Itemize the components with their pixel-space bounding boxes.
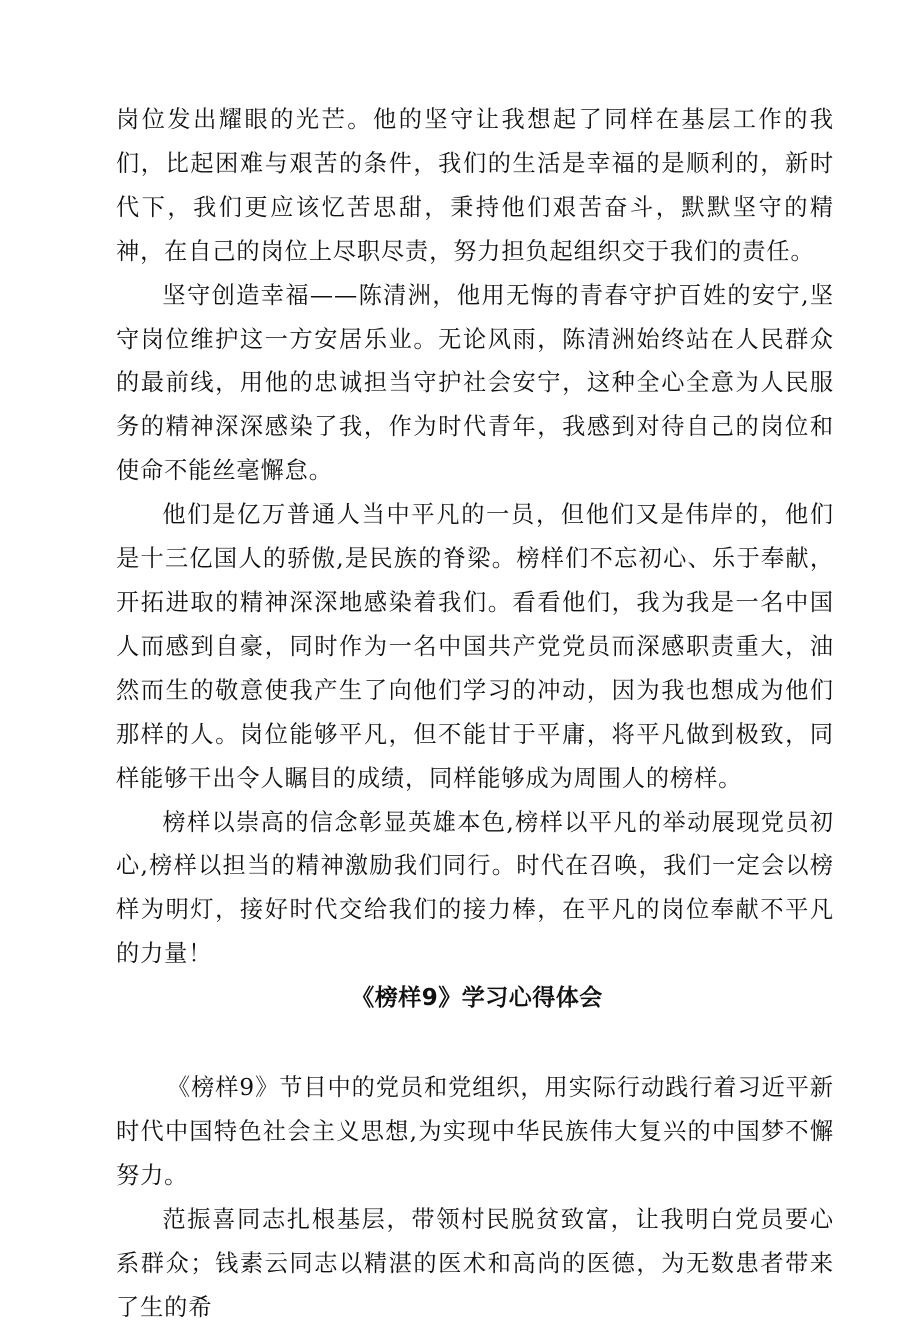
section-title: 《榜样9》学习心得体会 xyxy=(351,985,603,1012)
paragraph-conclusion: 榜样以崇高的信念彰显英雄本色,榜样以平凡的举动展现党员初心,榜样以担当的精神激励我们同行。时代在召唤，我们一定会以榜样为明灯，接好时代交给我们的接力棒，在平凡的岗位奉献不平凡的力量！ xyxy=(116,808,834,968)
paragraph-examples: 范振喜同志扎根基层，带领村民脱贫致富，让我明白党员要心系群众；钱素云同志以精湛的医术和高尚的医德，为无数患者带来了生的希 xyxy=(116,1205,834,1321)
title-spacer xyxy=(116,1020,834,1066)
paragraph-ordinary-heroes: 他们是亿万普通人当中平凡的一员，但他们又是伟岸的，他们是十三亿国人的骄傲,是民族的脊梁。榜样们不忘初心、乐于奉献，开拓进取的精神深深地感染着我们。看看他们，我为我是一名中国人而感到自豪，同时作为一名中国共产党党员而深感职责重大，油然而生的敬意使我产生了向他们学习的冲动，因为我也想成为他们那样的人。岗位能够平凡，但不能甘于平庸，将平凡做到极致，同样能够干出令人瞩目的成绩，同样能够成为周围人的榜样。 xyxy=(116,501,834,792)
paragraph-intro: 《榜样9》节目中的党员和党组织，用实际行动践行着习近平新时代中国特色社会主义思想,为实现中华民族伟大复兴的中国梦不懈努力。 xyxy=(116,1074,834,1189)
paragraph-continuation: 岗位发出耀眼的光芒。他的坚守让我想起了同样在基层工作的我们，比起困难与艰苦的条件，我们的生活是幸福的是顺利的，新时代下，我们更应该忆苦思甜，秉持他们艰苦奋斗，默默坚守的精神，在自己的岗位上尽职尽责，努力担负起组织交于我们的责任。 xyxy=(116,106,834,265)
paragraph-chen-qingzhou: 坚守创造幸福——陈清洲，他用无悔的青春守护百姓的安宁,坚守岗位维护这一方安居乐业。无论风雨，陈清洲始终站在人民群众的最前线，用他的忠诚担当守护社会安宁，这种全心全意为人民服务的精神深深感染了我，作为时代青年，我感到对待自己的岗位和使命不能丝毫懈怠。 xyxy=(116,281,834,485)
document-body xyxy=(116,98,834,1330)
